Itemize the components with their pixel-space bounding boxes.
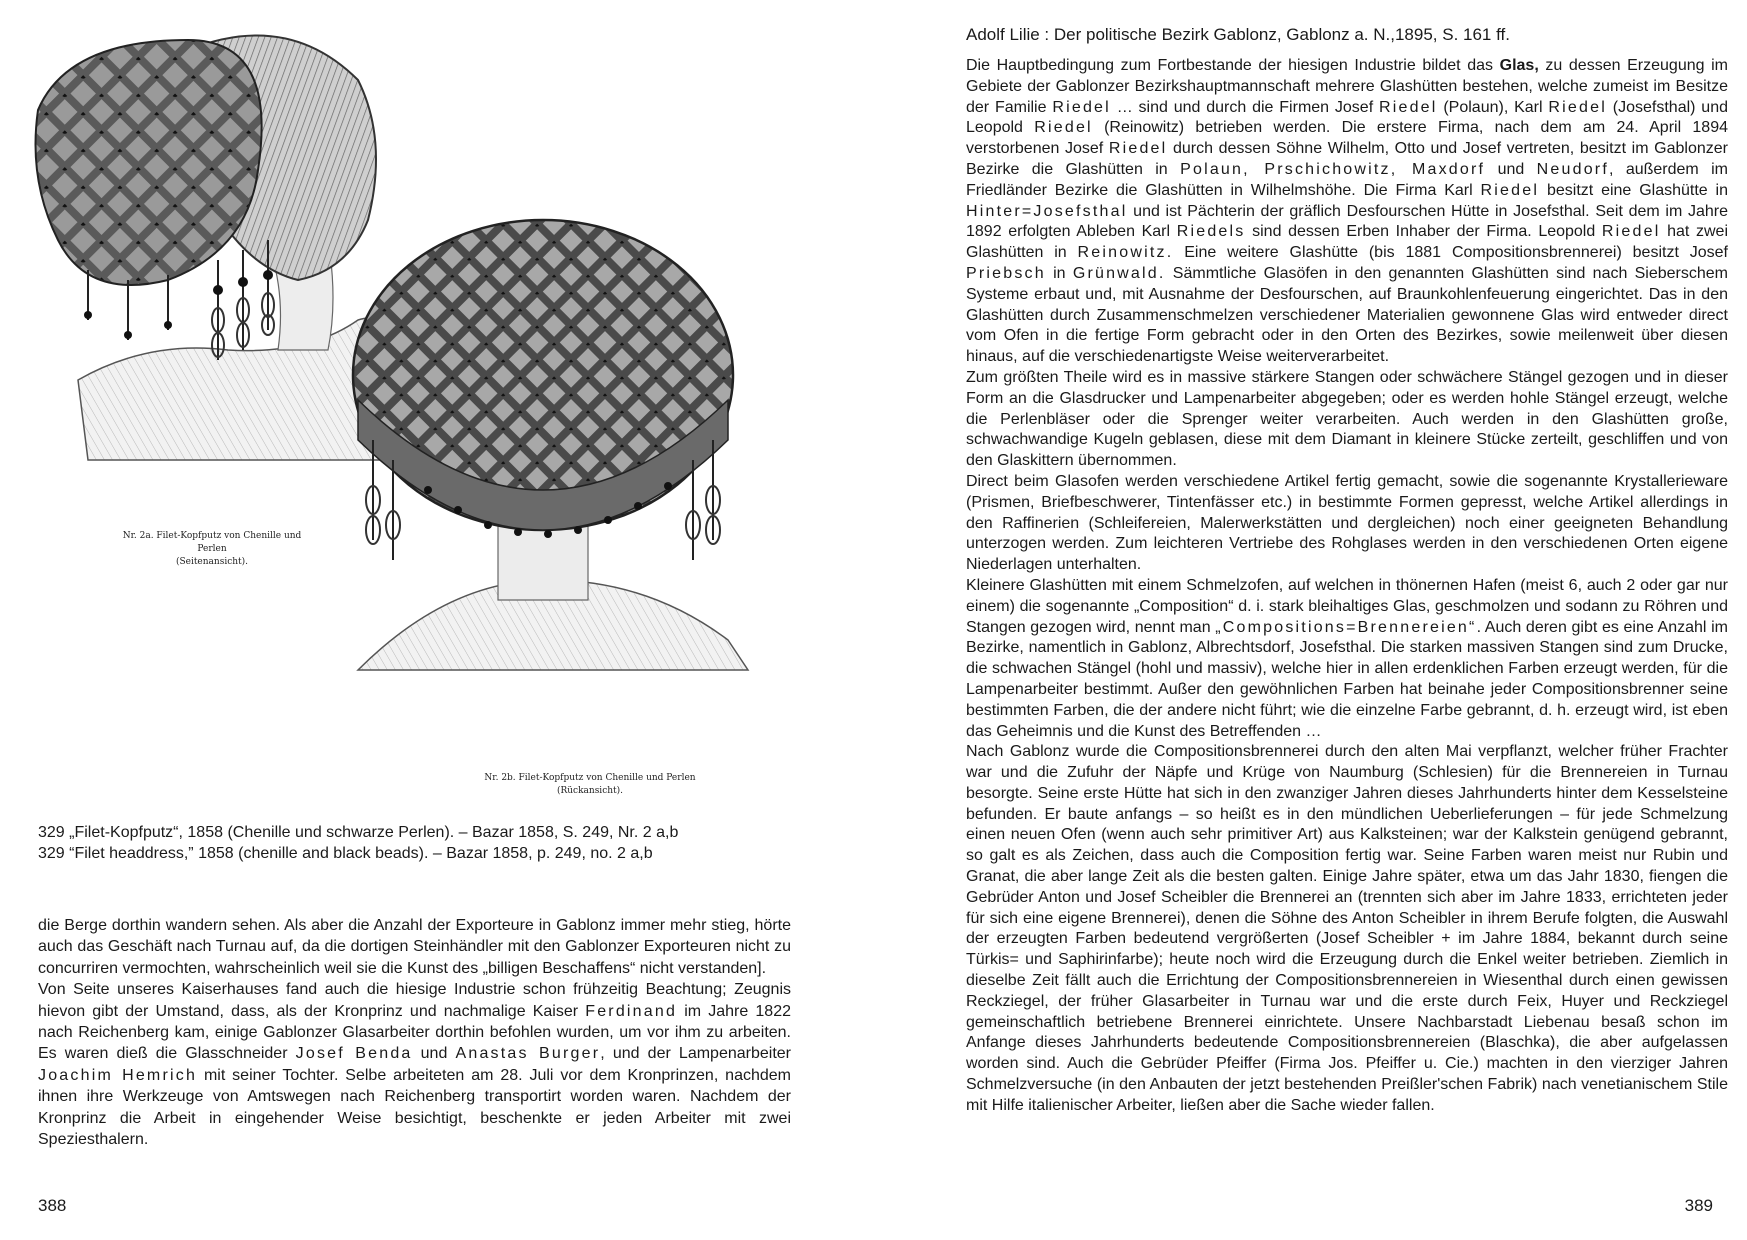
text-run: zu dessen Erzeugung im Gebiete der Gablonzer Bezirkshauptmannschaft mehrere Glashütten bestehen, welche zumeist im Besitze der Familie <box>966 57 1729 116</box>
spaced-name: Riedel <box>1108 140 1168 158</box>
text-run: hat zwei Glashütten in <box>966 223 1728 262</box>
page-number-right: 389 <box>1684 1196 1713 1215</box>
left-body-text <box>38 915 791 1150</box>
text-run: Eine weitere Glashütte (bis 1881 Compositionsbrennerei) besitzt Josef <box>1173 244 1728 262</box>
spaced-name: Riedel <box>1480 181 1540 199</box>
spaced-name: Riedel <box>1052 98 1111 116</box>
text-run: , außerdem im Friedländer Bezirke die Glashütten in Wilhelmshöhe. Die Firma Karl <box>966 160 1729 199</box>
right-body-text <box>966 56 1728 1117</box>
figure-2b-caption <box>440 772 740 798</box>
text-run: (Josefsthal) und Leopold <box>966 98 1728 137</box>
right-page <box>873 0 1747 1240</box>
spaced-name: Hinter=Josefsthal <box>966 202 1128 220</box>
spaced-name: Josef Benda <box>295 1045 413 1063</box>
text-run: im Jahre 1822 nach Reichenberg kam, einige Gablonzer Glasarbeiter dorthin befohlen wurden, um vor ihm zu arbeiten. Es waren dieß die Glasschneider <box>38 1002 792 1063</box>
spaced-name: Riedel <box>1548 98 1607 116</box>
figure-2b-caption-line1: Nr. 2b. Filet-Kopfputz von Chenille und Perlen <box>484 773 696 783</box>
right-paragraph-1 <box>966 56 1728 368</box>
right-paragraph-4 <box>966 576 1728 742</box>
figure-2b-back-view <box>353 220 748 670</box>
source-title: Adolf Lilie : Der politische Bezirk Gablonz, Gablonz a. N.,1895, S. 161 ff. <box>966 25 1510 44</box>
text-run: Von Seite unseres Kaiserhauses fand auch die hiesige Industrie schon frühzeitig Beachtung; Zeugnis hievon gibt der Umstand, dass, als der Kronprinz und nachmalige Kaiser <box>38 981 791 1020</box>
spaced-name: Grünwald. <box>1072 264 1166 282</box>
spaced-name: Polaun, Prschichowitz, Maxdorf <box>1180 160 1486 178</box>
figure-captions <box>38 822 838 864</box>
spaced-name: Reinowitz. <box>1077 244 1174 262</box>
text-run: und <box>412 1045 456 1063</box>
text-run: . Auch deren gibt es eine Anzahl im Bezirke, namentlich in Gablonz, Albrechtsdorf, Josefsthal. Die starken massiven Stangen sind zum Drucke, die schwachen Stängel (hohl und massiv), welche hier in allen erdenklichen Farben erzeugt werden, für die Lampenarbeiter bestimmt. Außer den gewöhnlichen Farben hat beinahe jeder Compositionsbrenner seine bestimmten Farben, die der andere nicht führt; wie die einzelne Farbe gebrannt, d. h. erzeugt wird, ist eben das Geheimnis und die Kunst des Betreffenden … <box>966 618 1729 740</box>
spaced-name: Riedel <box>1601 223 1661 241</box>
spaced-name: Joachim Hemrich <box>38 1066 198 1084</box>
caption-german: 329 „Filet-Kopfputz“, 1858 (Chenille und schwarze Perlen). – Bazar 1858, S. 249, Nr. 2 a,b <box>38 824 679 841</box>
text-run: durch dessen Söhne Wilhelm, Otto und Josef vertreten, besitzt im Gablonzer Bezirke die Glashütten in <box>966 140 1728 178</box>
text-run: (Polaun), Karl <box>1437 98 1549 116</box>
text-run: und ist Pächterin der gräflich Desfourschen Hütte in Josefsthal. Seit dem im Jahre 1892 erfolgten Ableben Karl <box>966 202 1728 241</box>
spaced-name: Priebsch <box>966 264 1046 282</box>
text-run: Die Hauptbedingung zum Fortbestande der hiesigen Industrie bildet das <box>966 57 1500 74</box>
text-run: , und der Lampenarbeiter <box>600 1045 791 1063</box>
left-paragraph-1: die Berge dorthin wandern sehen. Als aber die Anzahl der Exporteure in Gablonz immer mehr stieg, hörte auch das Geschäft nach Turnau auf, da die dortigen Steinhändler mit den Gablonzer Exporteuren nicht zu concurriren vermochten, wahrscheinlich weil sie die Kunst des „billigen Beschaffens“ nicht verstanden]. <box>38 917 791 977</box>
spaced-name: Neudorf <box>1536 160 1609 178</box>
spaced-name: Anastas Burger <box>455 1045 601 1063</box>
spaced-name: „Compositions=Brennereien“ <box>1215 618 1477 636</box>
figure-2a-caption-line2: (Seitenansicht). <box>175 557 249 567</box>
bold-word: Glas, <box>1499 57 1539 74</box>
text-run: (Reinowitz) betrieben werden. Die erstere Firma, nach dem am 24. April 1894 verstorbenen Josef <box>966 119 1729 158</box>
text-run: in <box>1045 264 1073 282</box>
spaced-name: Ferdinand <box>585 1002 678 1020</box>
text-run: sind dessen Erben Inhaber der Firma. Leopold <box>1245 223 1602 241</box>
text-run: Kleinere Glashütten mit einem Schmelzofen, auf welchen in thönernen Hafen (meist 6, auch 2 oder gar nur einem) die sogenannte „Composition“ d. i. stark bleihaltiges Glas, geschmolzen und sodann zu Röhren und Stangen gezogen wird, nennt man <box>966 576 1728 636</box>
figure-2a-caption-line1: Nr. 2a. Filet-Kopfputz von Chenille und Perlen <box>122 531 302 554</box>
caption-english: 329 “Filet headdress,” 1858 (chenille and black beads). – Bazar 1858, p. 249, no. 2 a,b <box>38 845 653 862</box>
page-number-left: 388 <box>38 1196 67 1215</box>
text-run: Sämmtliche Glasöfen in den genannten Glashütten sind nach Sieberschem Systeme erbaut und, mit Ausnahme der Desfourschen, auf Braunkohlenfeuerung eingerichtet. Das in den Glashütten durch Zusammenschmelzen verschiedener Materialien gewonnene Glas wird entweder direct vom Ofen in die fertige Form gebracht oder in den Orten des Bezirkes, sowie meilenweit über diesen hinaus, auf die verschiedenartigste Weise weiterverarbeitet. <box>966 264 1728 366</box>
left-paragraph-2 <box>38 979 791 1150</box>
text-run: besitzt eine Glashütte in <box>1539 181 1729 199</box>
spaced-name: Riedels <box>1176 223 1246 241</box>
right-paragraph-3: Direct beim Glasofen werden verschiedene Artikel fertig gemacht, sowie die sogenannte Krystallerieware (Prismen, Briefbeschwerer, Tintenfässer etc.) in bestimmte Formen gepresst, welche Artikel allerdings in den Raffinerien (Schleifereien, Malerwerkstätten und dergleichen) noch einer geeigneten Behandlung unterzogen werden. Zum leichteren Vertriebe des Rohglases werden in den verschiedenen Orten eigene Niederlagen unterhalten. <box>966 472 1728 574</box>
left-page <box>0 0 873 1240</box>
headdress-illustration <box>28 20 813 810</box>
figure-2b-caption-line2: (Rückansicht). <box>556 786 624 796</box>
spaced-name: Riedel <box>1378 98 1438 116</box>
text-run: und <box>1485 160 1537 178</box>
right-paragraph-2: Zum größten Theile wird es in massive stärkere Stangen oder schwächere Stängel gezogen und in dieser Form an die Glasdrucker und Lampenarbeiter abgegeben; oder es werden hohle Stängel erzeugt, welche die Perlenbläser oder die Sprenger weiter verarbeiten. Auch werden in den Glashütten große, schwachwandige Kugeln geblasen, diese mit dem Diamant in kleinere Stücke zerteilt, geschliffen und von den Glaskittern übernommen. <box>966 368 1728 470</box>
text-run: … sind und durch die Firmen Josef <box>1110 98 1379 116</box>
engraving-drawing <box>28 20 813 810</box>
text-run: mit seiner Tochter. Selbe arbeiteten am 28. Juli vor dem Kronprinzen, nachdem ihnen ihre Werkzeuge von Amtswegen nach Reichenberg transportirt worden waren. Nachdem der Kronprinz die Arbeit in eingehender Weise besichtigt, beschenkte er jeden Arbeiter mit zwei Speziesthalern. <box>38 1066 791 1149</box>
figure-2a-caption <box>112 530 312 569</box>
right-paragraph-5: Nach Gablonz wurde die Compositionsbrennerei durch den alten Mai verpflanzt, welcher früher Frachter war und die Zufuhr der Näpfe und Krüge von Naumburg (Schlesien) für die Brennereien in Turnau besorgte. Seine erste Hütte hat sich in den zwanziger Jahren dieses Jahrhunderts hinter dem Kesselsteine befunden. Er baute anfangs – so heißt es in den mündlichen Ueberlieferungen – für jede Schmelzung einen neuen Ofen (wenn auch sehr primitiver Art) aus Kalksteinen; war der Kalkstein genügend gebrannt, so galt es als Zeichen, dass auch die Composition fertig war. Seine Farben waren meist nur Rubin und Granat, die aber lange Zeit als die besten galten. Einige Jahre später, etwa um das Jahr 1830, fiengen die Gebrüder Anton und Josef Scheibler die Brennerei an (trennten sich aber im Jahre 1833, errichteten jeder für sich eine eigene Brennerei), denen die Söhne des Anton Scheibler in ihrem Berufe folgten, die Auswahl der erzeugten Farben bedeutend vergrößerten (Josef Scheibler + im Jahre 1884, bekannt durch seine Türkis= und Saphirinfarbe); heute noch wird die Erzeugung durch die Enkel weiter betrieben. Ziemlich in dieselbe Zeit fällt auch die Errichtung der Compositionsbrennereien in Wiesenthal durch einen gewissen Reckziegel, der früher Glasarbeiter in Turnau war und die erste durch Feix, Huyer und Reckziegel gemeinschaftlich betriebene Brennerei einrichtete. Unsere Nachbarstadt Liebenau besaß schon im Anfange dieses Jahrhunderts bedeutende Compositionsbrennereien (Blaschka), die aber aufgelassen worden sind. Auch die Gebrüder Pfeiffer (Firma Jos. Pfeiffer u. Cie.) machten in den vierziger Jahren Schmelzversuche (in den Anbauten der jetzt bestehenden Preißler'schen Fabrik) nach venetianischem Stile mit Hilfe italienischer Arbeiter, ließen aber die Sache wieder fallen. <box>966 743 1728 1114</box>
spaced-name: Riedel <box>1034 119 1093 137</box>
